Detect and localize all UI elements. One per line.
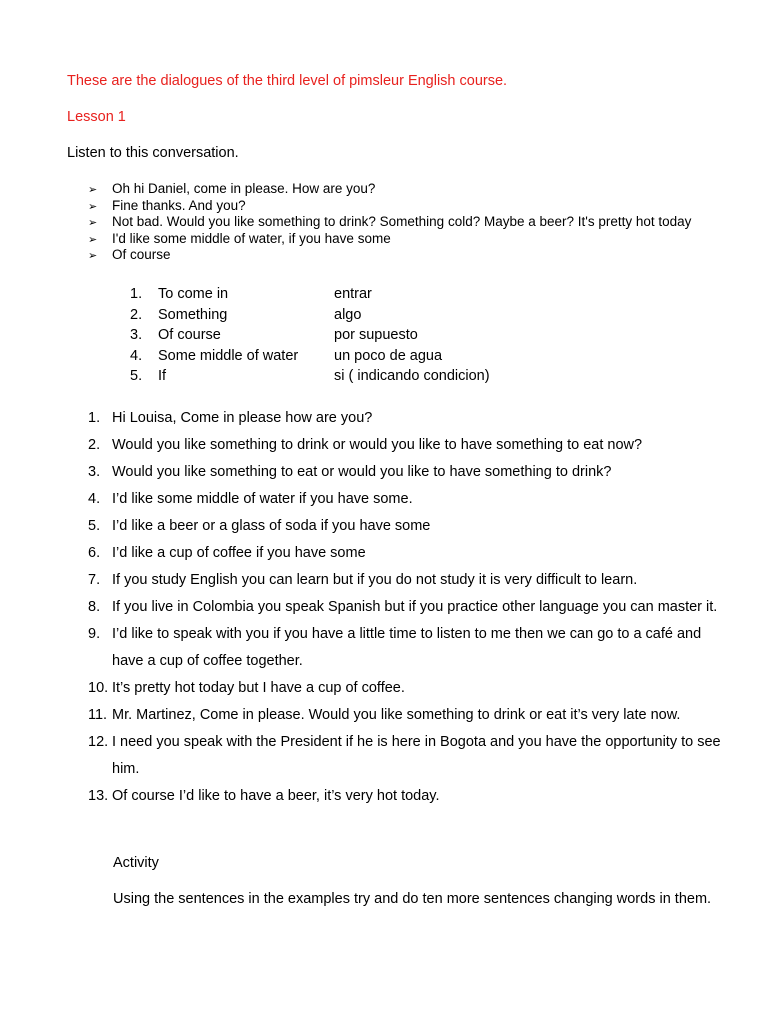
intro-text: Listen to this conversation. [67, 145, 239, 161]
sentence-item: 9. I’d like to speak with you if you have a little time to listen to me then we can go to a café and have a cup of coffee together. [88, 626, 702, 669]
english-term: Some middle of water [158, 347, 299, 364]
spanish-term: por supuesto [334, 327, 418, 344]
dialogue-item: ➢ Oh hi Daniel, come in please. How are you? [88, 181, 691, 198]
dialogue-item: ➢ Of course [88, 247, 691, 264]
dialogue-item: ➢ I'd like some middle of water, if you have some [88, 231, 691, 248]
arrow-bullet-icon: ➢ [88, 200, 98, 213]
sentence-item: 8. If you live in Colombia you speak Spanish but if you practice other language you can master it. [88, 599, 718, 615]
spanish-term: algo [334, 306, 362, 323]
vocabulary-list [130, 284, 490, 387]
sentence-item: 1. Hi Louisa, Come in please how are you? [88, 410, 373, 426]
lesson-heading: Lesson 1 [67, 109, 126, 125]
activity-heading: Activity [113, 855, 159, 871]
sentence-item: 12. I need you speak with the President if he is here in Bogota and you have the opportunity to see him. [88, 734, 721, 777]
sentence-item: 2. Would you like something to drink or would you like to have something to eat now? [88, 437, 643, 453]
document-title: These are the dialogues of the third level of pimsleur English course. [67, 73, 508, 89]
sentence-item: 4. I’d like some middle of water if you have some. [88, 491, 413, 507]
sentence-item: 13. Of course I’d like to have a beer, it’s very hot today. [88, 788, 440, 804]
sentence-item: 11. Mr. Martinez, Come in please. Would you like something to drink or eat it’s very late now. [88, 707, 681, 723]
english-term: Of course [158, 327, 221, 344]
spanish-term: si ( indicando condicion) [334, 368, 490, 385]
english-term: To come in [158, 286, 229, 302]
spanish-term: un poco de agua [334, 347, 443, 364]
arrow-bullet-icon: ➢ [88, 217, 98, 229]
spanish-term: entrar [334, 286, 372, 302]
arrow-bullet-icon: ➢ [88, 184, 98, 196]
english-term: Something [158, 306, 228, 323]
activity-instructions: Using the sentences in the examples try and do ten more sentences changing words in them. [113, 891, 712, 907]
dialogue-item: ➢ Not bad. Would you like something to drink? Something cold? Maybe a beer? It's pretty hot today [88, 214, 691, 231]
arrow-bullet-icon: ➢ [88, 250, 98, 262]
sentence-item: 6. I’d like a cup of coffee if you have some [88, 545, 366, 561]
vocabulary-item: 2. Something algo [130, 305, 490, 326]
vocabulary-item: 1. To come in entrar [130, 284, 490, 305]
dialogue-list [88, 181, 691, 264]
english-term: If [158, 368, 167, 385]
sentence-item: 7. If you study English you can learn but if you do not study it is very difficult to learn. [88, 572, 638, 588]
dialogue-item: ➢ Fine thanks. And you? [88, 198, 691, 215]
sentence-item: 10. It’s pretty hot today but I have a cup of coffee. [88, 680, 405, 696]
sentence-item: 5. I’d like a beer or a glass of soda if you have some [88, 518, 431, 534]
sentence-item: 3. Would you like something to eat or would you like to have something to drink? [88, 464, 612, 480]
arrow-bullet-icon: ➢ [88, 233, 98, 246]
vocabulary-item: 3. Of course por supuesto [130, 325, 490, 346]
vocabulary-item: 4. Some middle of water un poco de agua [130, 346, 490, 367]
example-sentences-list [88, 405, 728, 810]
vocabulary-item: 5. If si ( indicando condicion) [130, 366, 490, 387]
